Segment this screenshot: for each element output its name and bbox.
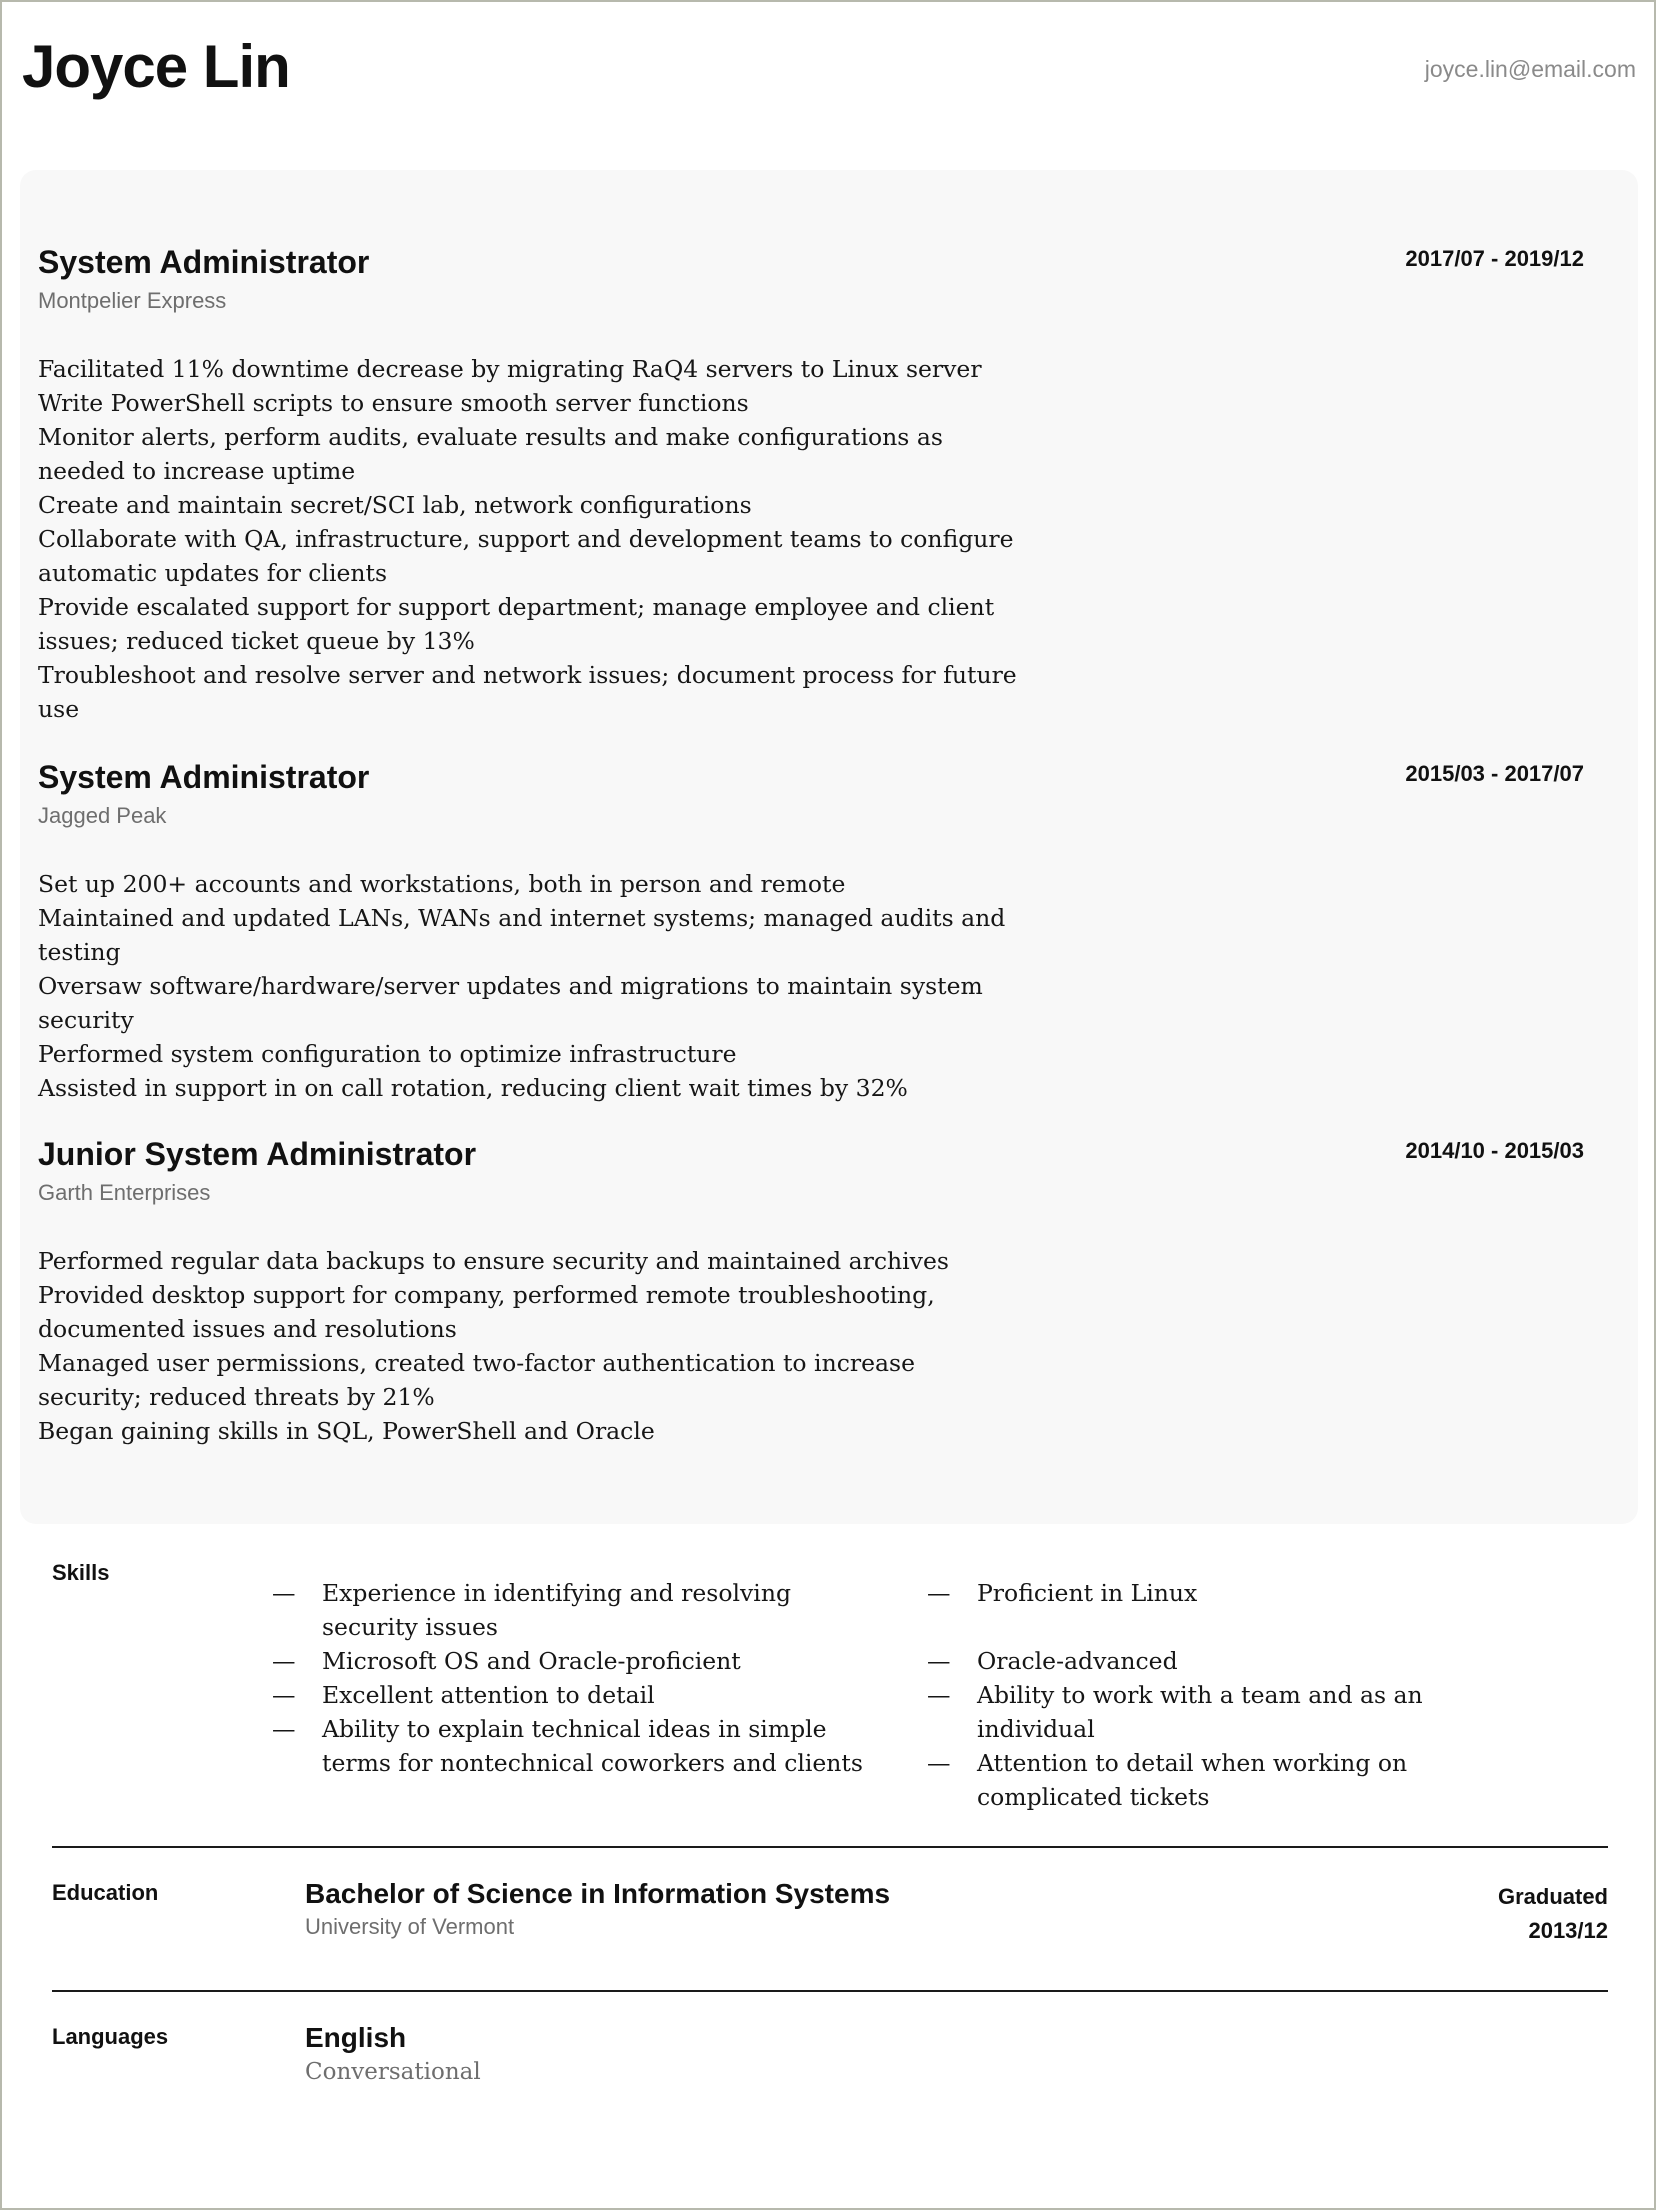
job-title: Junior System Administrator [38,1136,477,1172]
job-dates: 2015/03 - 2017/07 [1405,761,1584,786]
dash-bullet-icon: — [927,1749,951,1777]
job-bullet: Oversaw software/hardware/server updates and migrations to maintain system security [38,972,983,1034]
language-name: English [305,2022,407,2053]
skill-text: Experience in identifying and resolving security issues [322,1579,792,1641]
skill-item [272,1678,892,1712]
job-bullet-list [38,352,1018,726]
job-bullet: Maintained and updated LANs, WANs and internet systems; managed audits and testing [38,904,1006,966]
job-dates: 2014/10 - 2015/03 [1405,1138,1584,1163]
skills-list-right [927,1576,1547,1814]
skill-item [927,1644,1547,1678]
education-heading: Education [52,1880,159,1905]
skill-text: Ability to work with a team and as an individual [977,1681,1423,1743]
section-divider [52,1990,1608,1992]
job-bullet: Create and maintain secret/SCI lab, network configurations [38,491,752,519]
job-bullet: Managed user permissions, created two-factor authentication to increase security; reduced threats by 21% [38,1349,915,1411]
skills-list-left [272,1576,892,1780]
section-divider [52,1846,1608,1848]
job-title: System Administrator [38,244,370,280]
skill-item [927,1746,1547,1814]
job-title: System Administrator [38,759,370,795]
skills-section [52,1560,1608,1811]
skill-text: Attention to detail when working on complicated tickets [977,1749,1408,1811]
job-dates: 2017/07 - 2019/12 [1405,246,1584,271]
dash-bullet-icon: — [927,1681,951,1709]
dash-bullet-icon: — [272,1715,296,1743]
dash-bullet-icon: — [272,1681,296,1709]
job-company: Garth Enterprises [38,1180,211,1205]
job-bullet: Provide escalated support for support department; manage employee and client issues; reduced ticket queue by 13% [38,593,995,655]
skills-heading: Skills [52,1560,110,1585]
skill-text: Proficient in Linux [977,1579,1198,1607]
education-section [52,1880,1608,1960]
job-bullet: Assisted in support in on call rotation, reducing client wait times by 32% [38,1074,908,1102]
dash-bullet-icon: — [927,1647,951,1675]
education-entry [305,1876,890,1942]
dash-bullet-icon: — [272,1579,296,1607]
job-bullet-list [38,867,1018,1105]
dash-bullet-icon: — [927,1579,951,1607]
graduation-info [1498,1880,1608,1948]
skill-text: Microsoft OS and Oracle-proficient [322,1647,741,1675]
degree-title: Bachelor of Science in Information Systems [305,1878,891,1909]
job-bullet: Collaborate with QA, infrastructure, support and development teams to configure automatic updates for clients [38,525,1014,587]
language-level: Conversational [305,2059,481,2085]
skill-text: Oracle-advanced [977,1647,1178,1675]
job-bullet: Provided desktop support for company, performed remote troubleshooting, documented issues and resolutions [38,1281,935,1343]
job-entry [38,1134,1584,1448]
skill-text: Ability to explain technical ideas in simple terms for nontechnical coworkers and clients [322,1715,863,1777]
skill-item [272,1712,892,1780]
job-bullet: Began gaining skills in SQL, PowerShell and Oracle [38,1417,655,1445]
job-bullet: Write PowerShell scripts to ensure smooth server functions [38,389,749,417]
job-entry [38,757,1584,1105]
skill-item [272,1644,892,1678]
job-entry [38,242,1584,726]
job-bullet: Facilitated 11% downtime decrease by migrating RaQ4 servers to Linux server [38,355,982,383]
school-name: University of Vermont [305,1914,515,1939]
candidate-name: Joyce Lin [22,33,290,100]
languages-heading: Languages [52,2024,169,2049]
job-bullet: Troubleshoot and resolve server and network issues; document process for future use [38,661,1017,723]
language-entry [305,2020,481,2088]
job-company: Jagged Peak [38,803,167,828]
graduated-label: Graduated [1497,1884,1608,1909]
job-bullet: Monitor alerts, perform audits, evaluate results and make configurations as needed to increase uptime [38,423,943,485]
job-bullet-list [38,1244,1018,1448]
dash-bullet-icon: — [272,1647,296,1675]
skill-item [927,1678,1547,1746]
languages-section [52,2024,1608,2104]
job-bullet: Set up 200+ accounts and workstations, both in person and remote [38,870,846,898]
skill-item [272,1576,892,1644]
skill-item [927,1576,1547,1610]
email-link[interactable]: joyce.lin@email.com [1424,56,1636,82]
graduated-date: 2013/12 [1528,1918,1608,1943]
job-company: Montpelier Express [38,288,227,313]
job-bullet: Performed regular data backups to ensure security and maintained archives [38,1247,949,1275]
job-bullet: Performed system configuration to optimize infrastructure [38,1040,737,1068]
skill-text: Excellent attention to detail [322,1681,655,1709]
